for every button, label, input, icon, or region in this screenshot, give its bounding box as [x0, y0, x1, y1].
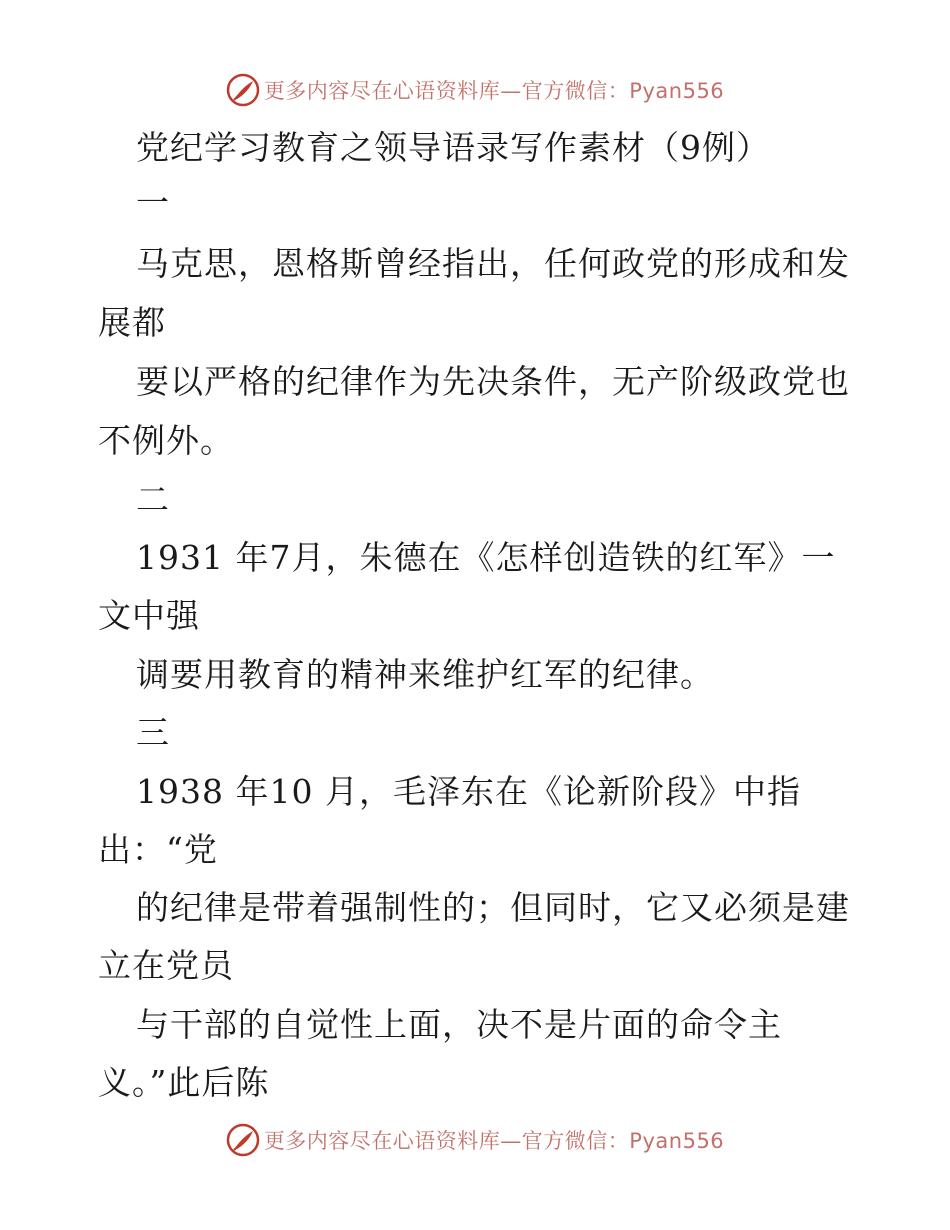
- paragraph-line: 立在党员: [98, 946, 234, 985]
- document-title: 党纪学习教育之领导语录写作素材（9例）: [136, 128, 770, 167]
- paragraph-line: 马克思，恩格斯曾经指出，任何政党的形成和发: [136, 244, 850, 283]
- header-watermark-banner: [0, 70, 950, 110]
- paragraph-line: 1938 年10 月，毛泽东在《论新阶段》中指: [136, 772, 801, 811]
- paragraph-line: 义。”此后陈: [98, 1063, 270, 1102]
- feather-logo-icon: [226, 73, 260, 107]
- footer-watermark-banner: [0, 1120, 950, 1160]
- paragraph-line: 文中强: [98, 596, 200, 635]
- paragraph-line: 要以严格的纪律作为先决条件，无产阶级政党也: [136, 362, 850, 401]
- paragraph-line: 调要用教育的精神来维护红军的纪律。: [136, 655, 714, 694]
- paragraph-line: 展都: [98, 303, 166, 342]
- paragraph-line: 1931 年7月，朱德在《怎样创造铁的红军》一: [136, 538, 836, 577]
- paragraph-line: 与干部的自觉性上面，决不是片面的命令主: [136, 1005, 782, 1044]
- section-number-2: 二: [136, 480, 170, 519]
- header-watermark-text: 更多内容尽在心语资料库—官方微信：Pyan556: [263, 79, 725, 103]
- paragraph-line: 的纪律是带着强制性的；但同时，它又必须是建: [136, 888, 850, 927]
- paragraph-line: 不例外。: [98, 421, 234, 460]
- paragraph-line: 出：“党: [98, 830, 218, 869]
- footer-watermark-text: 更多内容尽在心语资料库—官方微信：Pyan556: [263, 1129, 725, 1153]
- feather-logo-icon: [226, 1123, 260, 1157]
- section-number-1: 一: [136, 183, 170, 222]
- section-number-3: 三: [136, 713, 170, 752]
